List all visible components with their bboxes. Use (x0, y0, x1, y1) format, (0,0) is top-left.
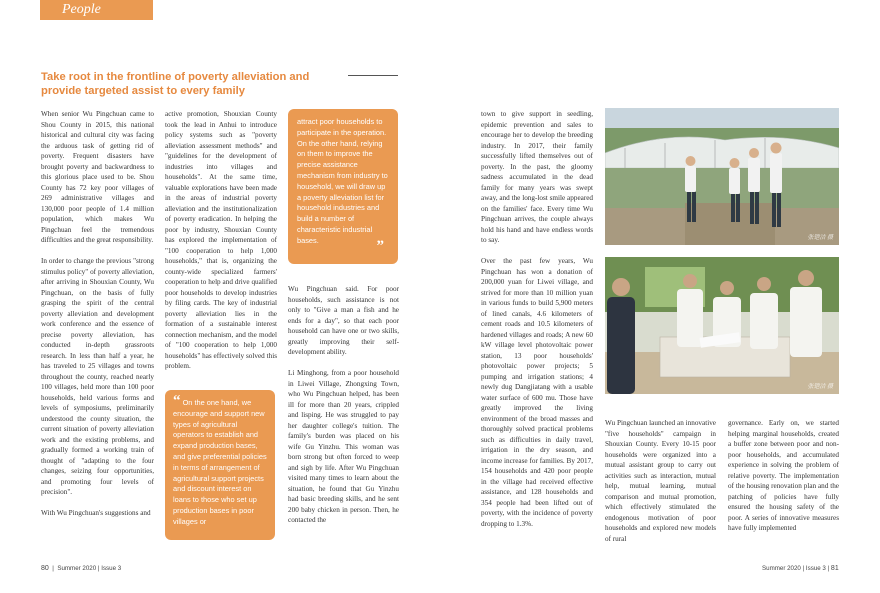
photo-watermark: 张铠洁 摄 (807, 235, 833, 241)
section-label: People (62, 2, 101, 17)
footer-issue-right: Summer 2020 | Issue 3 | (762, 565, 830, 572)
household-meeting-image (605, 257, 839, 394)
pull-quote-2 (165, 390, 275, 540)
page-number-left: 80 (41, 565, 49, 572)
footer-left (41, 565, 121, 572)
article-column-6 (728, 418, 839, 534)
headline-rule (348, 75, 398, 76)
photo-household-meeting (605, 257, 839, 394)
paragraph: active promotion, Shouxian County took the lead in Anhui to introduce policy systems such as "poverty alleviation assessment methods" and "guidelines for the development of industries into villages and households". At the same time, valuable explorations have been made in the areas of industrial poverty alleviation and the institutionalization of poverty eradication. In helping the poor by industry, Shouxian County has explored the implementation of "100 cooperation to help 1,000 households," that is, organizing the county-wide specialized farmers' cooperation to help and drive qualified poor households to develop industries by filing cards. The key of industrial poverty alleviation lies in the formation of a sustainable interest connection mechanism, and the model of "100 cooperation to help 1,000 households" has effectively solved this problem. (165, 110, 277, 370)
article-column-2 (165, 109, 277, 372)
close-quote-mark: ” (376, 238, 384, 254)
paragraph: town to give support in seedling, epidemic prevention and sales to encourage her to develop the breeding industry. In 2017, their family successfully lifted themselves out of poverty. In the past, the gloomy sadness accumulated in the dead family for many years was swept away, and the long-lost smile appeared on the families' face. Every time Wu Pingchuan arrives, the couple always hold his hand and have endless words to say. (481, 110, 593, 244)
article-column-4 (481, 109, 593, 529)
article-column-1 (41, 109, 154, 519)
footer-issue-left: Summer 2020 | Issue 3 (57, 565, 122, 572)
paragraph: Li Minghong, from a poor household in Liwei Village, Zhongxing Town, who Wu Pingchuan helped, has been ill for more than 20 years, crippled and lisping. He was struggled to pay her daughter college's tuition. The family's burden was placed on his wife Gu Yinzhu. This woman was born strong but often forced to weep and sigh by life. After Wu Pingchuan visited many times to learn about the situation, he found that Gu Yinzhu had basic breeding skills, and he sent 200 baby chicken in person. Then, he contacted the (288, 369, 399, 524)
article-headline: Take root in the frontline of poverty alleviation and provide targeted assist to every family (41, 71, 310, 97)
photo-greenhouse-visit (605, 108, 839, 245)
paragraph: Wu Pingchuan said. For poor households, such assistance is not only to "Give a man a fish and he ends for a day", so that each poor household can have one or two skills, greatly improving their self-development ability. (288, 285, 399, 356)
footer-separator: | (50, 565, 56, 572)
paragraph: Over the past few years, Wu Pingchuan has won a donation of 200,000 yuan for Liwei village, and strived for more than 10 million yuan in various funds to build 5,900 meters of lined canals, 4.6 kilometers of cement roads and 10.5 kilometers of hardened villages and roads; A new 60 kW village level photovoltaic power station, 13 poor households' photovoltaic power projects; 5 pumping and irrigation stations; 4 newly dug Dangjiatang with a usable water surface of 600 mu. Those have greatly improved the living environment of the broad masses and thoroughly solved practical problems such as difficulties in daily travel, irrigation in the dry season, and income increase for families. By 2017, 154 households and 420 poor people in the village had received effective assistance, and 128 households and 354 people had been lifted out of poverty, with the incidence of poverty dropping to 1.3%. (481, 257, 593, 528)
paragraph: In order to change the previous "strong stimulus policy" of poverty alleviation, after arriving in Shouxian County, Wu Pingchuan, on the basis of fully grasping the spirit of the central poverty alleviation and development work conference and the essence of precise poverty alleviation, has conducted in-depth grassroots research. In less than half a year, he has traveled to 25 villages and towns throughout the county, reached nearly 100 villages, held more than 100 poor households, held various forms and levels of symposiums, preliminarily understood the county situation, the current situation of poverty alleviation work and the existing problems, and gradually formed a working train of thought of "adapting to the four changes, seizing four opportunities, and promoting four levels of precision". (41, 257, 154, 496)
greenhouse-visit-image (605, 108, 839, 245)
open-quote-mark: “ (173, 393, 181, 409)
pull-quote-text: attract poor households to participate in the operation. On the other hand, relying on them to improve the precise assistance mechanism from industry to household, we will draw up a poverty alleviation list for household industries and build a number of characteristic industrial bases. (297, 117, 388, 245)
article-column-3 (288, 284, 399, 526)
section-tab (40, 0, 153, 20)
pull-quote-text: On the one hand, we encourage and support new types of agricultural operators to establish and expand production bases, and give preferential policies in terms of arrangement of agricultural support projects and discount interest on loans to those who set up production bases in poor villages or (173, 398, 267, 526)
paragraph: Wu Pingchuan launched an innovative "five households" campaign in Shouxian County. Every 10-15 poor households were organized into a mutual assistant group to carry out activities such as interaction, mutual help, mutual learning, mutual comparison and mutual promotion, which effectively stimulated the endogenous motivation of poor households and explored new models of rural (605, 419, 716, 543)
paragraph: governance. Early on, we started helping marginal households, created a buffer zone between poor and non-poor households, and accumulated experience in solving the problem of relative poverty. The implementation of the housing renovation plan and the patching of policies have fully ensured the housing safety of the poor. A series of innovative measures have fully implemented (728, 419, 839, 532)
pull-quote-1 (288, 109, 398, 264)
photo-watermark: 张铠洁 摄 (807, 384, 833, 390)
paragraph: With Wu Pingchuan's suggestions and (41, 509, 151, 517)
paragraph: When senior Wu Pingchuan came to Shou County in 2015, this national historical and cultural city was facing the arduous task of getting rid of poverty. Frequent disasters have brought poverty and backwardness to this glorious place used to be. Shou County has 72 key poor villages of 269 administrative villages and 130,000 poor people of 1.4 million population, which makes Wu Pingchuan feel the tremendous difficulties and the great responsibility. (41, 110, 154, 244)
article-column-5 (605, 418, 716, 544)
footer-right (762, 565, 839, 572)
page-number-right: 81 (830, 565, 839, 572)
